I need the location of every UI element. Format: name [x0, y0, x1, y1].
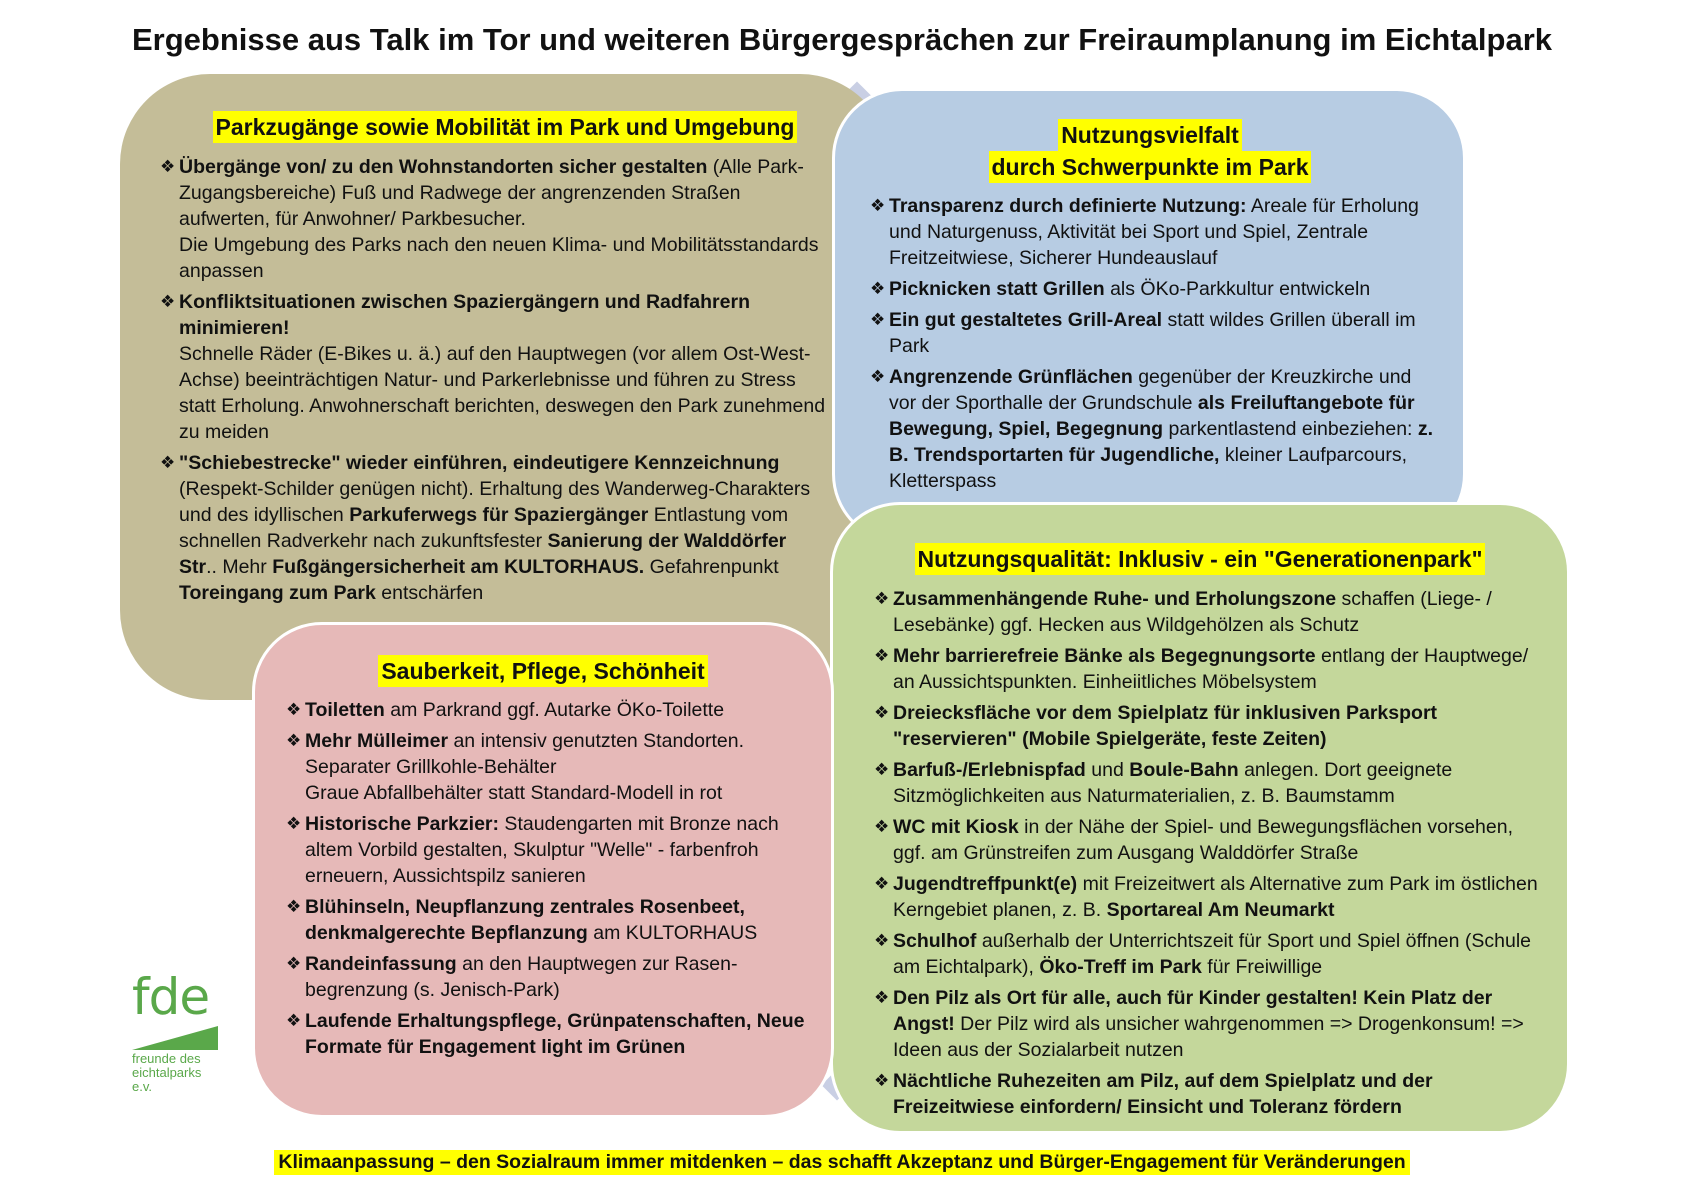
- item-bold-text: Fußgängersicherheit am KULTORHAUS.: [272, 556, 645, 578]
- item-text: entschärfen: [375, 582, 484, 604]
- item-text: an intensiv genutzten Standorten. Separater Grillkohle-Behälter: [305, 730, 745, 778]
- diamond-bullet-icon: ❖: [874, 760, 890, 779]
- item-bold-text: Konfliktsituationen zwischen Spaziergängern und Radfahrern minimieren!: [179, 291, 750, 339]
- usage-variety-list: [870, 193, 1440, 499]
- item-text: gegenüber der Kreuzkirche und vor der Sporthalle der Grundschule: [889, 366, 1412, 414]
- diamond-bullet-icon: ❖: [870, 196, 886, 215]
- item-text: Die Umgebung des Parks nach den neuen Klima- und Mobilitätsstandards anpassen: [179, 234, 819, 282]
- item-text: am KULTORHAUS: [587, 922, 758, 944]
- item-text: außerhalb der Unterrichtszeit für Sport und Spiel öffnen (Schule am Eichtalpark),: [893, 930, 1532, 978]
- item-text: Schnelle Räder (E-Bikes u. ä.) auf den Hauptwegen (vor allem Ost-West-Achse) beeinträchtigen Natur- und Parkerlebnisse und führen zu Stress statt Erholung. Anwohnerschaft berichten, deswegen den Park zunehmend zu meiden: [179, 343, 826, 443]
- item-text: in der Nähe der Spiel- und Bewegungsflächen vorsehen, ggf. am Grünstreifen zum Ausgang Walddörfer Straße: [893, 816, 1514, 864]
- diamond-bullet-icon: ❖: [286, 814, 302, 833]
- item-text: für Freiwillige: [1201, 956, 1323, 978]
- logo-text-line3: e.v.: [132, 1079, 152, 1094]
- item-bold-text: WC mit Kiosk: [893, 816, 1019, 838]
- usage-quality-heading-text: Nutzungsqualität: Inklusiv - ein "Generationenpark": [915, 543, 1486, 575]
- item-bold-text: Nächtliche Ruhezeiten am Pilz, auf dem Spielplatz und der Freizeitwiese einfordern/ Einsicht und Toleranz fördern: [893, 1070, 1433, 1118]
- item-text: parkentlastend einbeziehen:: [1163, 418, 1418, 440]
- item-text: (Alle Park-Zugangsbereiche) Fuß und Radwege der angrenzenden Straßen aufwerten, für Anwohner/ Parkbesucher.: [179, 156, 804, 230]
- diamond-bullet-icon: ❖: [870, 367, 886, 386]
- item-bold-text: Picknicken statt Grillen: [889, 278, 1105, 300]
- page-title: Ergebnisse aus Talk im Tor und weiteren Bürgergesprächen zur Freiraumplanung im Eichtalpark: [131, 22, 1553, 57]
- item-text: und: [1085, 759, 1130, 781]
- item-bold-text: Barfuß-/Erlebnispfad: [893, 759, 1086, 781]
- logo-swoosh-icon: [132, 1024, 218, 1050]
- item-bold-text: Parkuferwegs für Spaziergänger: [349, 504, 649, 526]
- item-bold-text: Mehr Mülleimer: [305, 730, 449, 752]
- item-bold-text: Übergänge von/ zu den Wohnstandorten sicher gestalten: [179, 156, 708, 178]
- item-text: kleiner Laufparcours, Kletterspass: [889, 444, 1407, 492]
- logo-wordmark: fde: [132, 968, 210, 1026]
- list-item: [874, 814, 1544, 866]
- cleanliness-list: [286, 697, 806, 1065]
- list-item: [874, 1068, 1544, 1120]
- item-bold-text: Schulhof: [893, 930, 977, 952]
- mobility-list: [160, 154, 826, 611]
- footer-note: [0, 1150, 1684, 1175]
- item-text: .. Mehr: [206, 556, 273, 578]
- list-item: [874, 643, 1544, 695]
- item-bold-text: Den Pilz als Ort für alle, auch für Kinder gestalten! Kein Platz der Angst!: [893, 987, 1493, 1035]
- fde-logo: [132, 968, 232, 1102]
- item-bold-text: z. B. Trendsportarten für Jugendliche,: [889, 418, 1434, 466]
- cleanliness-heading-text: Sauberkeit, Pflege, Schönheit: [378, 655, 707, 687]
- list-item: [874, 700, 1544, 752]
- diamond-bullet-icon: ❖: [286, 700, 302, 719]
- item-text: Graue Abfallbehälter statt Standard-Modell in rot: [305, 782, 723, 804]
- list-item: [874, 985, 1544, 1063]
- usage-quality-list: [874, 586, 1544, 1125]
- diamond-bullet-icon: ❖: [874, 931, 890, 950]
- item-text: anlegen. Dort geeignete Sitzmöglichkeiten aus Naturmaterialien, z. B. Baumstamm: [893, 759, 1453, 807]
- list-item: [160, 154, 826, 284]
- diamond-bullet-icon: ❖: [874, 874, 890, 893]
- item-text: Entlastung vom schnellen Radverkehr nach zukunftsfester: [179, 504, 789, 552]
- list-item: [286, 728, 806, 806]
- list-item: [286, 1008, 806, 1060]
- item-bold-text: Zusammenhängende Ruhe- und Erholungszone: [893, 588, 1337, 610]
- item-bold-text: als Freiluftangebote für Bewegung, Spiel, Begegnung: [889, 392, 1415, 440]
- item-text: Staudengarten mit Bronze nach altem Vorbild gestalten, Skulptur "Welle" - farbenfroh erneuern, Aussichtspilz sanieren: [305, 813, 779, 887]
- list-item: [870, 307, 1440, 359]
- cleanliness-heading: [270, 655, 816, 687]
- item-bold-text: Boule-Bahn: [1129, 759, 1239, 781]
- list-item: [874, 871, 1544, 923]
- item-text: als ÖKo-Parkkultur entwickeln: [1104, 278, 1371, 300]
- list-item: [286, 697, 806, 723]
- item-bold-text: Transparenz durch definierte Nutzung:: [889, 195, 1247, 217]
- usage-variety-heading-line1: Nutzungsvielfalt: [1058, 119, 1242, 151]
- footer-note-text: Klimaanpassung – den Sozialraum immer mitdenken – das schafft Akzeptanz und Bürger-Engagement für Veränderungen: [274, 1150, 1409, 1175]
- list-item: [870, 276, 1440, 302]
- diamond-bullet-icon: ❖: [874, 703, 890, 722]
- item-text: entlang der Hauptwege/ an Aussichtspunkten. Einheiitliches Möbelsystem: [893, 645, 1529, 693]
- list-item: [286, 894, 806, 946]
- list-item: [874, 928, 1544, 980]
- item-bold-text: Ein gut gestaltetes Grill-Areal: [889, 309, 1163, 331]
- diamond-bullet-icon: ❖: [874, 817, 890, 836]
- item-bold-text: Toiletten: [305, 699, 385, 721]
- list-item: [874, 586, 1544, 638]
- diamond-bullet-icon: ❖: [286, 954, 302, 973]
- diamond-bullet-icon: ❖: [160, 157, 176, 176]
- item-bold-text: "Schiebestrecke" wieder einführen, eindeutigere Kennzeichnung: [179, 452, 780, 474]
- diamond-bullet-icon: ❖: [160, 292, 176, 311]
- usage-quality-heading: [850, 543, 1550, 575]
- diamond-bullet-icon: ❖: [874, 1071, 890, 1090]
- diamond-bullet-icon: ❖: [286, 897, 302, 916]
- item-bold-text: Laufende Erhaltungspflege, Grünpatenschaften, Neue Formate für Engagement light im Grünen: [305, 1010, 805, 1058]
- logo-text-line1: freunde des: [132, 1051, 201, 1066]
- diamond-bullet-icon: ❖: [874, 646, 890, 665]
- list-item: [286, 951, 806, 1003]
- item-bold-text: Toreingang zum Park: [179, 582, 376, 604]
- item-text: statt wildes Grillen überall im Park: [889, 309, 1416, 357]
- diamond-bullet-icon: ❖: [286, 731, 302, 750]
- logo-text-line2: eichtalparks: [132, 1065, 202, 1080]
- list-item: [870, 364, 1440, 494]
- item-text: an den Hauptwegen zur Rasen-begrenzung (s. Jenisch-Park): [305, 953, 738, 1001]
- diamond-bullet-icon: ❖: [160, 453, 176, 472]
- usage-variety-heading-line2: durch Schwerpunkte im Park: [989, 151, 1312, 183]
- item-text: Areale für Erholung und Naturgenuss, Aktivität bei Sport und Spiel, Zentrale Freitzeitwiese, Sicherer Hundeauslauf: [889, 195, 1419, 269]
- list-item: [874, 757, 1544, 809]
- item-bold-text: Sanierung der Walddörfer Str: [179, 530, 787, 578]
- diamond-bullet-icon: ❖: [870, 279, 886, 298]
- usage-variety-heading: [850, 119, 1450, 183]
- list-item: [870, 193, 1440, 271]
- mobility-heading-text: Parkzugänge sowie Mobilität im Park und Umgebung: [213, 111, 798, 143]
- mobility-heading: [160, 111, 850, 143]
- item-text: am Parkrand ggf. Autarke ÖKo-Toilette: [384, 699, 725, 721]
- item-text: Der Pilz wird als unsicher wahrgenommen => Drogenkonsum! => Ideen aus der Sozialarbeit nutzen: [893, 1013, 1524, 1061]
- diamond-bullet-icon: ❖: [870, 310, 886, 329]
- item-bold-text: Jugendtreffpunkt(e): [893, 873, 1078, 895]
- item-bold-text: Dreiecksfläche vor dem Spielplatz für inklusiven Parksport "reservieren" (Mobile Spielgeräte, feste Zeiten): [893, 702, 1438, 750]
- item-bold-text: Historische Parkzier:: [305, 813, 500, 835]
- item-text: (Respekt-Schilder genügen nicht). Erhaltung des Wanderweg-Charakters und des idyllischen: [179, 478, 811, 526]
- diamond-bullet-icon: ❖: [874, 589, 890, 608]
- item-bold-text: Randeinfassung: [305, 953, 457, 975]
- list-item: [160, 450, 826, 606]
- item-bold-text: Sportareal Am Neumarkt: [1106, 899, 1335, 921]
- diamond-bullet-icon: ❖: [874, 988, 890, 1007]
- item-text: mit Freizeitwert als Alternative zum Park im östlichen Kerngebiet planen, z. B.: [893, 873, 1538, 921]
- item-bold-text: Blühinseln, Neupflanzung zentrales Rosenbeet, denkmalgerechte Bepflanzung: [305, 896, 745, 944]
- list-item: [160, 289, 826, 445]
- diamond-bullet-icon: ❖: [286, 1011, 302, 1030]
- item-text: Gefahrenpunkt: [644, 556, 779, 578]
- item-text: schaffen (Liege- / Lesebänke) ggf. Hecken aus Wildgehölzen als Schutz: [893, 588, 1492, 636]
- item-bold-text: Mehr barrierefreie Bänke als Begegnungsorte: [893, 645, 1316, 667]
- list-item: [286, 811, 806, 889]
- item-bold-text: Öko-Treff im Park: [1039, 956, 1202, 978]
- item-bold-text: Angrenzende Grünflächen: [889, 366, 1133, 388]
